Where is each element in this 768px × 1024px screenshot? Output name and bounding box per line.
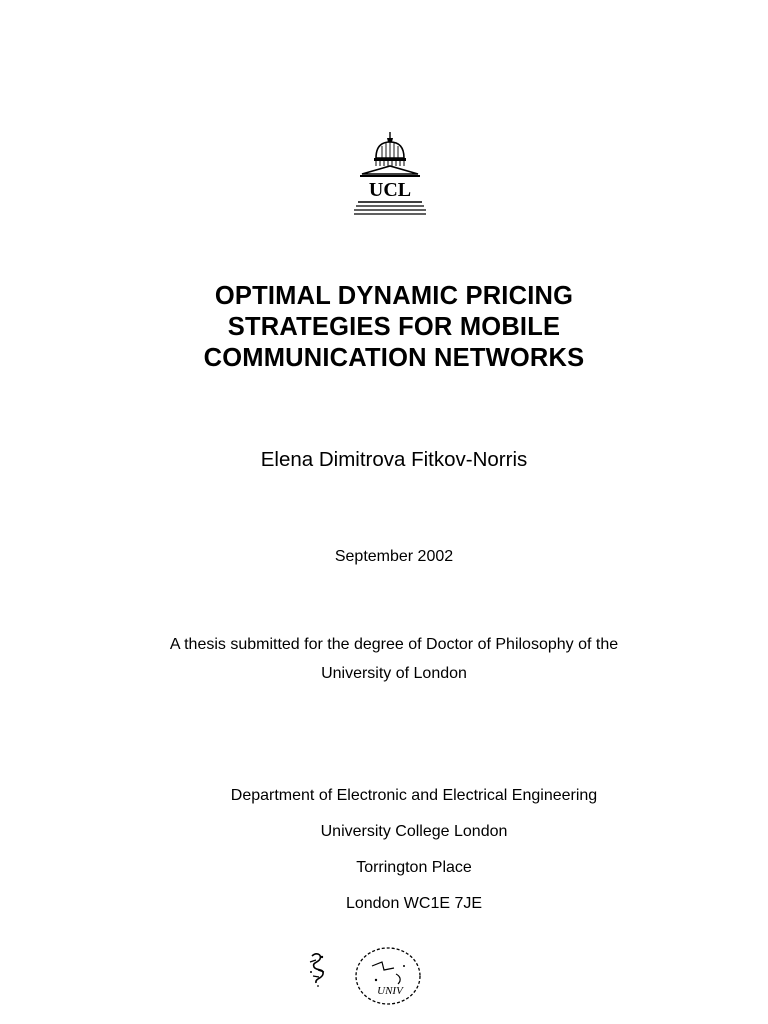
library-stamp-icon <box>352 944 424 1008</box>
dome-icon <box>352 130 428 220</box>
title-line: STRATEGIES FOR MOBILE <box>227 313 561 341</box>
stamp-text: UNIV <box>377 985 403 997</box>
department-address <box>0 778 768 922</box>
title-line: OPTIMAL DYNAMIC PRICING <box>214 282 574 310</box>
address-line: Torrington Place <box>356 859 472 876</box>
ucl-logo <box>352 130 428 220</box>
submission-date: September 2002 <box>334 548 454 565</box>
handwritten-mark-icon <box>304 950 334 990</box>
degree-statement <box>0 630 768 688</box>
logo-text: UCL <box>368 179 412 201</box>
address-line: Department of Electronic and Electrical Engineering <box>230 787 598 804</box>
thesis-title <box>0 281 768 374</box>
address-line: London WC1E 7JE <box>345 895 483 912</box>
degree-statement-line: University of London <box>321 665 467 682</box>
title-line: COMMUNICATION NETWORKS <box>203 344 585 372</box>
degree-statement-line: A thesis submitted for the degree of Doctor of Philosophy of the <box>169 636 619 653</box>
address-line: University College London <box>320 823 508 840</box>
author-name: Elena Dimitrova Fitkov-Norris <box>260 448 528 471</box>
